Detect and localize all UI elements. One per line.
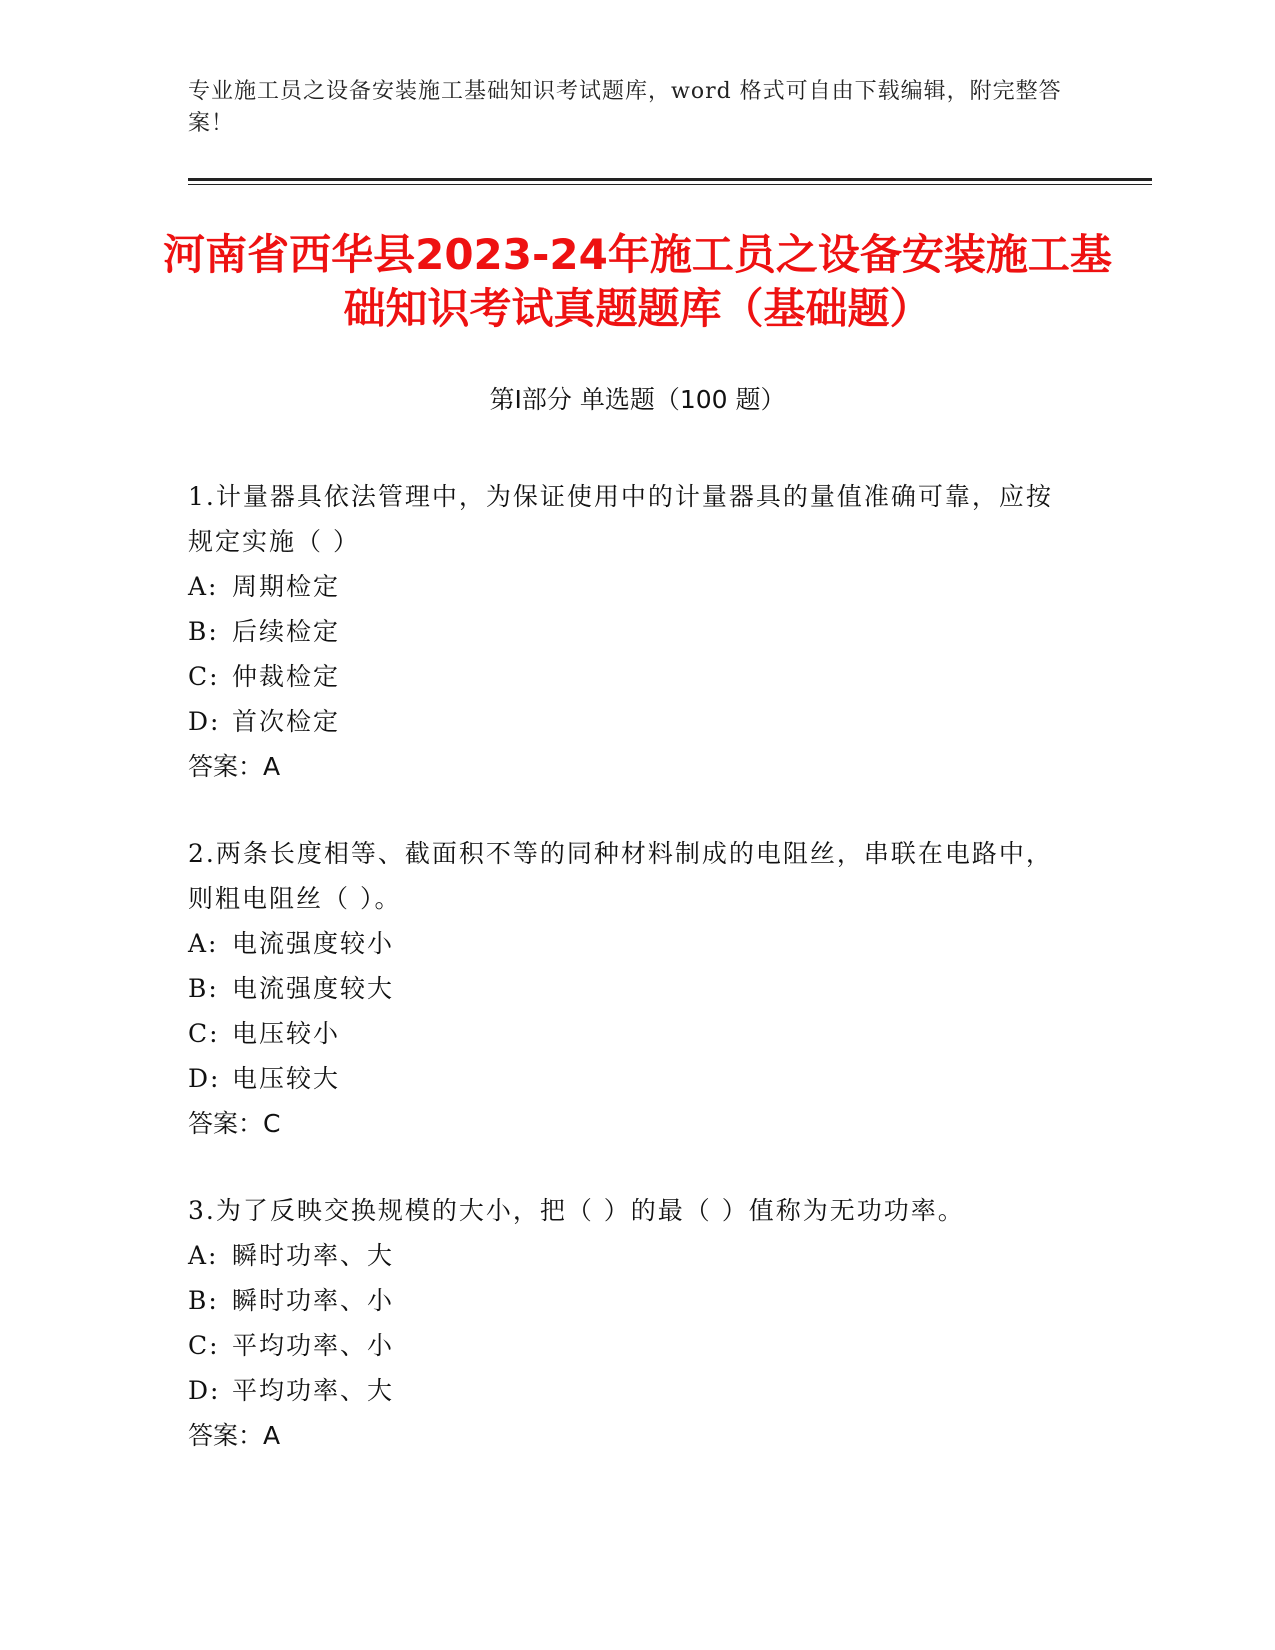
question-option-b bbox=[188, 1278, 1068, 1323]
option-key: D: bbox=[188, 707, 221, 736]
question-option-a bbox=[188, 921, 1068, 966]
option-text: 仲裁检定 bbox=[232, 662, 341, 691]
option-key: C: bbox=[188, 1019, 220, 1048]
question-item bbox=[188, 1188, 1068, 1458]
option-key: C: bbox=[188, 662, 220, 691]
header-divider-thin bbox=[188, 184, 1152, 185]
question-answer: 答案：A bbox=[188, 752, 281, 781]
option-key: B: bbox=[188, 617, 219, 646]
document-title: 河南省西华县2023-24年施工员之设备安装施工基础知识考试真题题库（基础题） bbox=[163, 230, 1112, 333]
question-option-d bbox=[188, 1368, 1068, 1413]
option-key: A: bbox=[188, 1241, 219, 1270]
question-option-a bbox=[188, 564, 1068, 609]
question-option-a bbox=[188, 1233, 1068, 1278]
option-key: B: bbox=[188, 1286, 219, 1315]
question-stem: 1.计量器具依法管理中，为保证使用中的计量器具的量值准确可靠，应按规定实施（ ） bbox=[188, 482, 1053, 556]
option-text: 周期检定 bbox=[232, 572, 341, 601]
option-text: 电压较小 bbox=[232, 1019, 341, 1048]
question-stem: 3.为了反映交换规模的大小，把（ ）的最（ ）值称为无功功率。 bbox=[188, 1196, 965, 1225]
question-item bbox=[188, 474, 1068, 789]
question-option-d bbox=[188, 699, 1068, 744]
option-text: 瞬时功率、小 bbox=[232, 1286, 395, 1315]
option-key: A: bbox=[188, 929, 219, 958]
question-stem: 2.两条长度相等、截面积不等的同种材料制成的电阻丝，串联在电路中，则粗电阻丝（ ）。 bbox=[188, 839, 1053, 913]
question-option-c bbox=[188, 1323, 1068, 1368]
option-text: 平均功率、大 bbox=[232, 1376, 395, 1405]
question-answer: 答案：A bbox=[188, 1421, 281, 1450]
question-option-b bbox=[188, 966, 1068, 1011]
question-option-c bbox=[188, 1011, 1068, 1056]
header-note: 专业施工员之设备安装施工基础知识考试题库，word 格式可自由下载编辑，附完整答案！ bbox=[188, 79, 1062, 136]
header-divider-thick bbox=[188, 178, 1152, 181]
option-text: 平均功率、小 bbox=[232, 1331, 395, 1360]
option-key: C: bbox=[188, 1331, 220, 1360]
option-text: 电流强度较小 bbox=[232, 929, 395, 958]
option-text: 电压较大 bbox=[232, 1064, 341, 1093]
option-text: 瞬时功率、大 bbox=[232, 1241, 395, 1270]
option-text: 后续检定 bbox=[232, 617, 341, 646]
question-option-d bbox=[188, 1056, 1068, 1101]
section-heading: 第Ⅰ部分 单选题（100 题） bbox=[489, 385, 786, 414]
option-key: B: bbox=[188, 974, 219, 1003]
question-option-c bbox=[188, 654, 1068, 699]
option-text: 电流强度较大 bbox=[232, 974, 395, 1003]
question-list bbox=[188, 474, 1068, 1500]
question-answer: 答案：C bbox=[188, 1109, 281, 1138]
option-key: D: bbox=[188, 1064, 221, 1093]
option-key: A: bbox=[188, 572, 219, 601]
option-key: D: bbox=[188, 1376, 221, 1405]
question-item bbox=[188, 831, 1068, 1146]
option-text: 首次检定 bbox=[232, 707, 341, 736]
question-option-b bbox=[188, 609, 1068, 654]
